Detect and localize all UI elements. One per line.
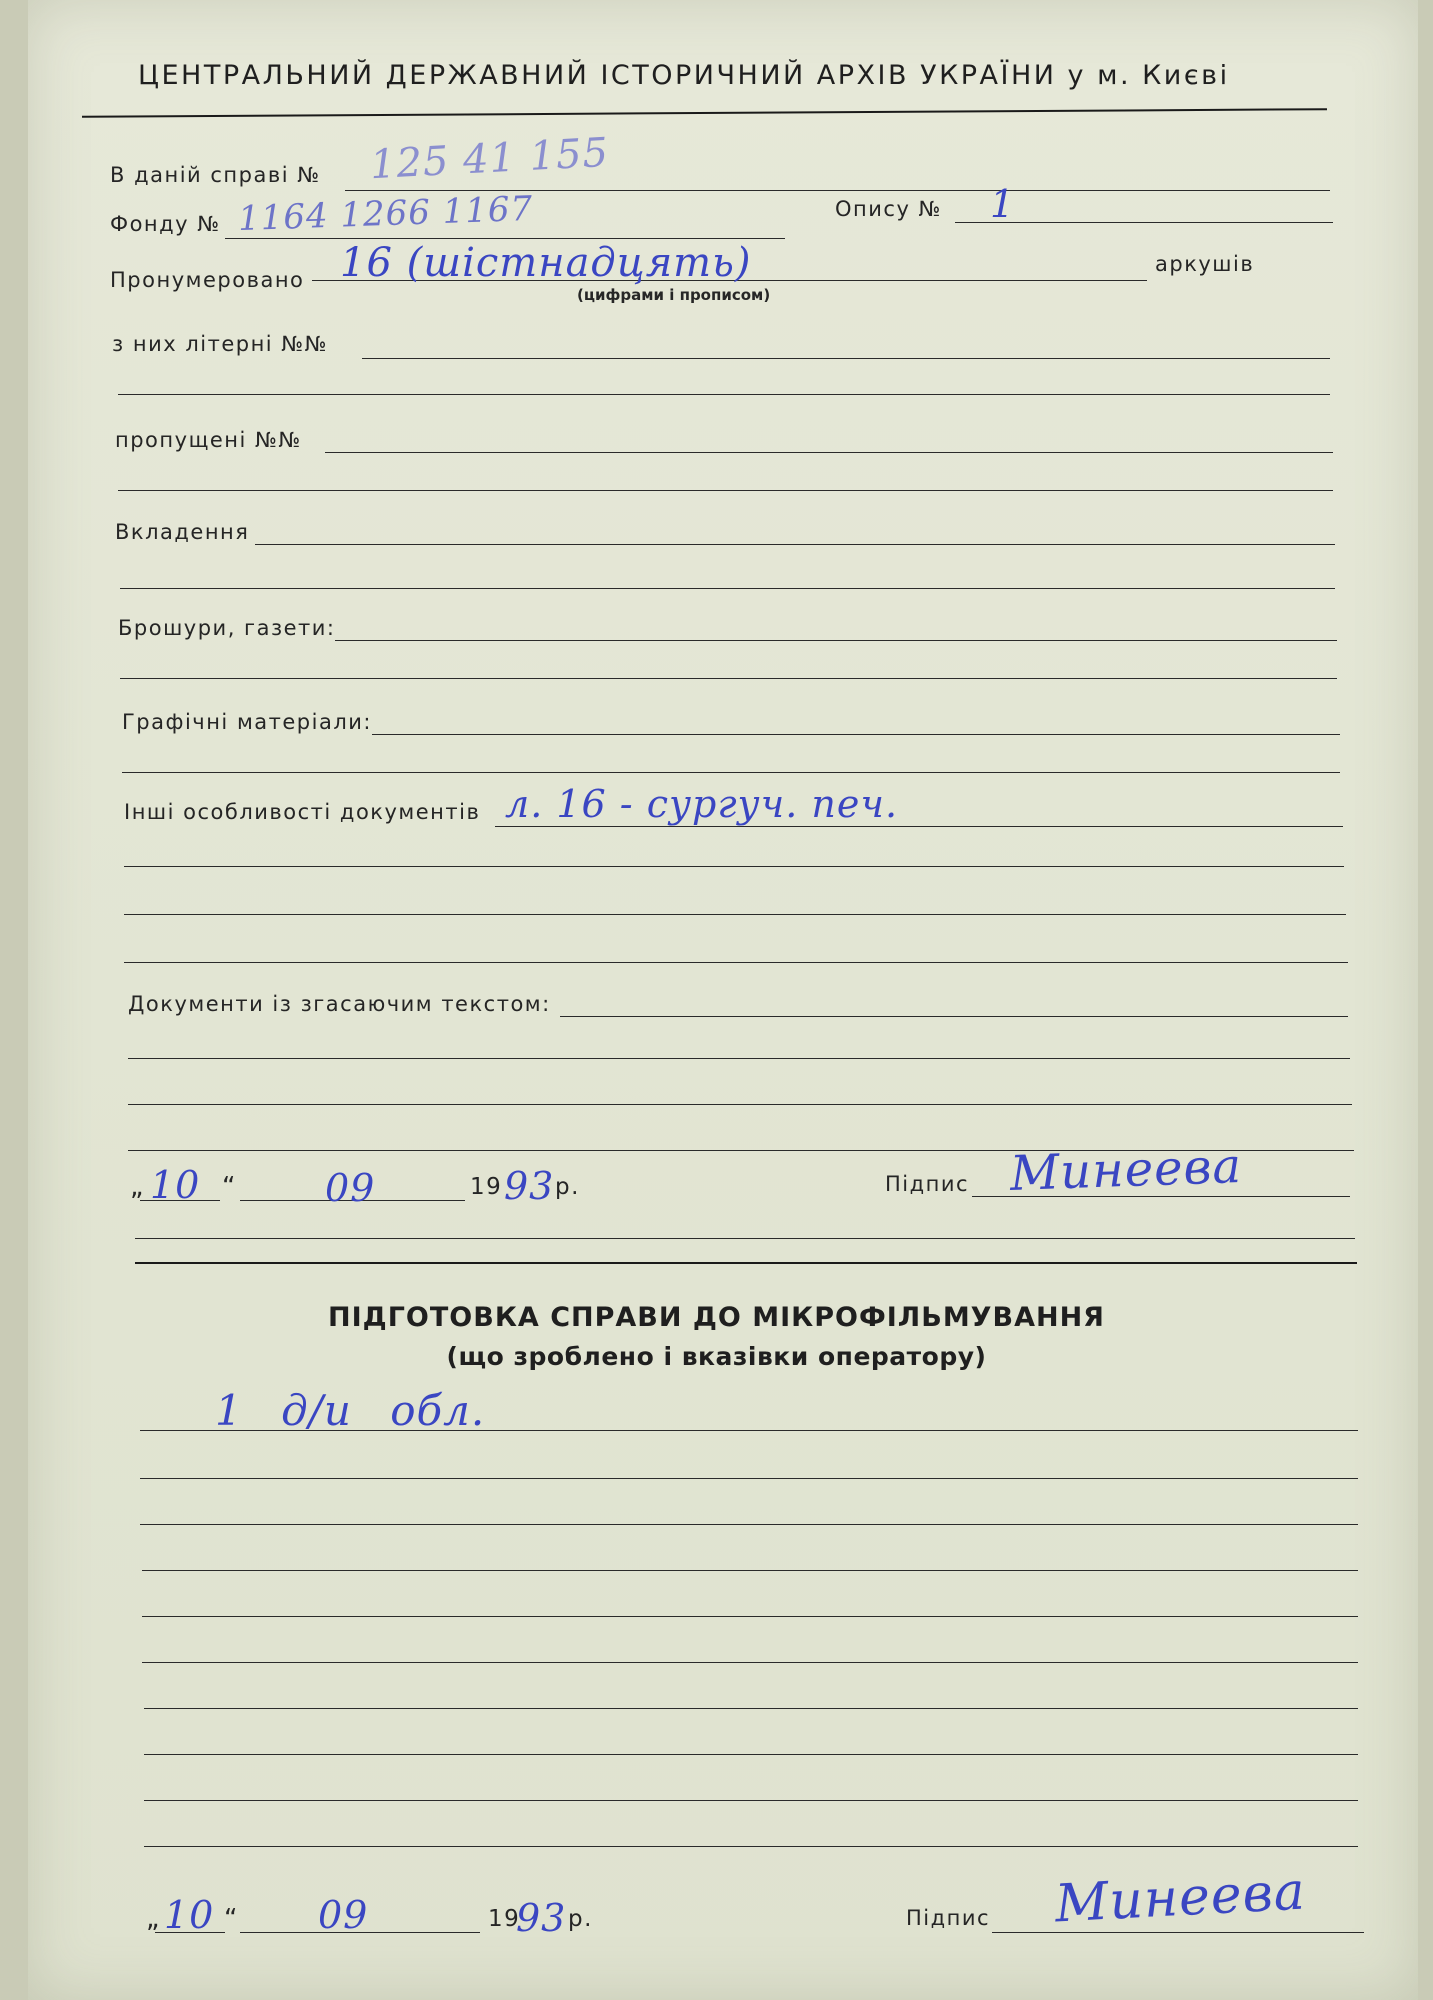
sign2-label: Підпис xyxy=(906,1906,991,1930)
mf-line-2 xyxy=(140,1478,1358,1479)
enclosures-line xyxy=(255,544,1335,545)
mf-line-6 xyxy=(142,1662,1358,1663)
graphic-label: Графічні матеріали: xyxy=(122,710,372,734)
faded-line-2 xyxy=(128,1058,1350,1059)
graphic-line xyxy=(372,734,1340,735)
other-value: л. 16 - сургуч. печ. xyxy=(505,782,899,826)
section-rule-2 xyxy=(135,1262,1357,1264)
other-line-4 xyxy=(124,962,1348,963)
sign1-label: Підпис xyxy=(885,1172,970,1196)
mf-line-3 xyxy=(140,1524,1358,1525)
enclosures-line-2 xyxy=(120,588,1335,589)
missed-line xyxy=(325,452,1333,453)
letter-line xyxy=(362,358,1330,359)
microfilm-title: ПІДГОТОВКА СПРАВИ ДО МІКРОФІЛЬМУВАННЯ xyxy=(328,1302,1105,1333)
mf-line-1 xyxy=(140,1430,1358,1431)
brochures-label: Брошури, газети: xyxy=(118,616,336,640)
sign2-value: Минеева xyxy=(1053,1861,1308,1935)
case-label: В даній справі № xyxy=(110,163,321,187)
date2-suffix: р. xyxy=(568,1906,593,1932)
date1-suffix: р. xyxy=(555,1174,580,1200)
missed-line-2 xyxy=(118,490,1333,491)
date2-open-quote: „ xyxy=(146,1904,161,1934)
mf-line-10 xyxy=(144,1846,1358,1847)
mf-line-7 xyxy=(144,1708,1358,1709)
date1-close-quote: “ xyxy=(222,1172,237,1202)
graphic-line-2 xyxy=(122,772,1340,773)
date1-day-line xyxy=(140,1200,220,1201)
date2-close-quote: “ xyxy=(224,1904,239,1934)
section-rule-1 xyxy=(135,1238,1355,1239)
date2-day: 10 xyxy=(164,1893,215,1937)
date2-year-prefix: 19 xyxy=(488,1906,521,1932)
sign1-value: Минеева xyxy=(1009,1137,1243,1203)
letter-line-2 xyxy=(118,394,1330,395)
fond-value: 1164 1266 1167 xyxy=(237,188,534,240)
date1-year-suffix: 93 xyxy=(504,1164,555,1208)
date2-month: 09 xyxy=(318,1893,369,1937)
missed-label: пропущені №№ xyxy=(115,428,302,452)
numbered-label: Пронумеровано xyxy=(110,268,305,292)
other-label: Інші особливості документів xyxy=(124,800,481,824)
mf-line-9 xyxy=(144,1800,1358,1801)
brochures-line-2 xyxy=(120,678,1337,679)
other-line xyxy=(495,826,1343,827)
brochures-line xyxy=(335,640,1337,641)
date2-year-suffix: 93 xyxy=(516,1896,567,1940)
letter-label: з них літерні №№ xyxy=(112,332,328,356)
enclosures-label: Вкладення xyxy=(115,520,250,544)
faded-label: Документи із згасаючим текстом: xyxy=(128,992,551,1016)
numbered-hint: (цифрами і прописом) xyxy=(577,286,771,304)
fond-label: Фонду № xyxy=(110,212,221,236)
opys-label: Опису № xyxy=(835,197,942,221)
faded-line-3 xyxy=(128,1104,1352,1105)
numbered-unit: аркушів xyxy=(1155,252,1255,276)
date2-day-line xyxy=(155,1932,225,1933)
sign2-line xyxy=(992,1932,1364,1933)
other-line-2 xyxy=(124,866,1344,867)
microfilm-note: 1 д/и обл. xyxy=(215,1386,486,1435)
other-line-3 xyxy=(124,914,1346,915)
date1-open-quote: „ xyxy=(130,1172,145,1202)
archive-header: ЦЕНТРАЛЬНИЙ ДЕРЖАВНИЙ ІСТОРИЧНИЙ АРХІВ УКРАЇНИ у м. Києві xyxy=(138,60,1230,91)
microfilm-subtitle: (що зроблено і вказівки оператору) xyxy=(446,1342,987,1371)
opys-value: 1 xyxy=(990,182,1016,226)
date1-year-prefix: 19 xyxy=(470,1174,503,1200)
mf-line-8 xyxy=(144,1754,1358,1755)
faded-line xyxy=(560,1016,1348,1017)
mf-line-4 xyxy=(142,1570,1358,1571)
date1-day: 10 xyxy=(150,1163,201,1207)
date1-month: 09 xyxy=(325,1166,376,1210)
fond-line xyxy=(225,238,785,239)
numbered-value: 16 (шістнадцять) xyxy=(340,240,752,286)
case-value: 125 41 155 xyxy=(368,129,611,189)
mf-line-5 xyxy=(142,1616,1358,1617)
